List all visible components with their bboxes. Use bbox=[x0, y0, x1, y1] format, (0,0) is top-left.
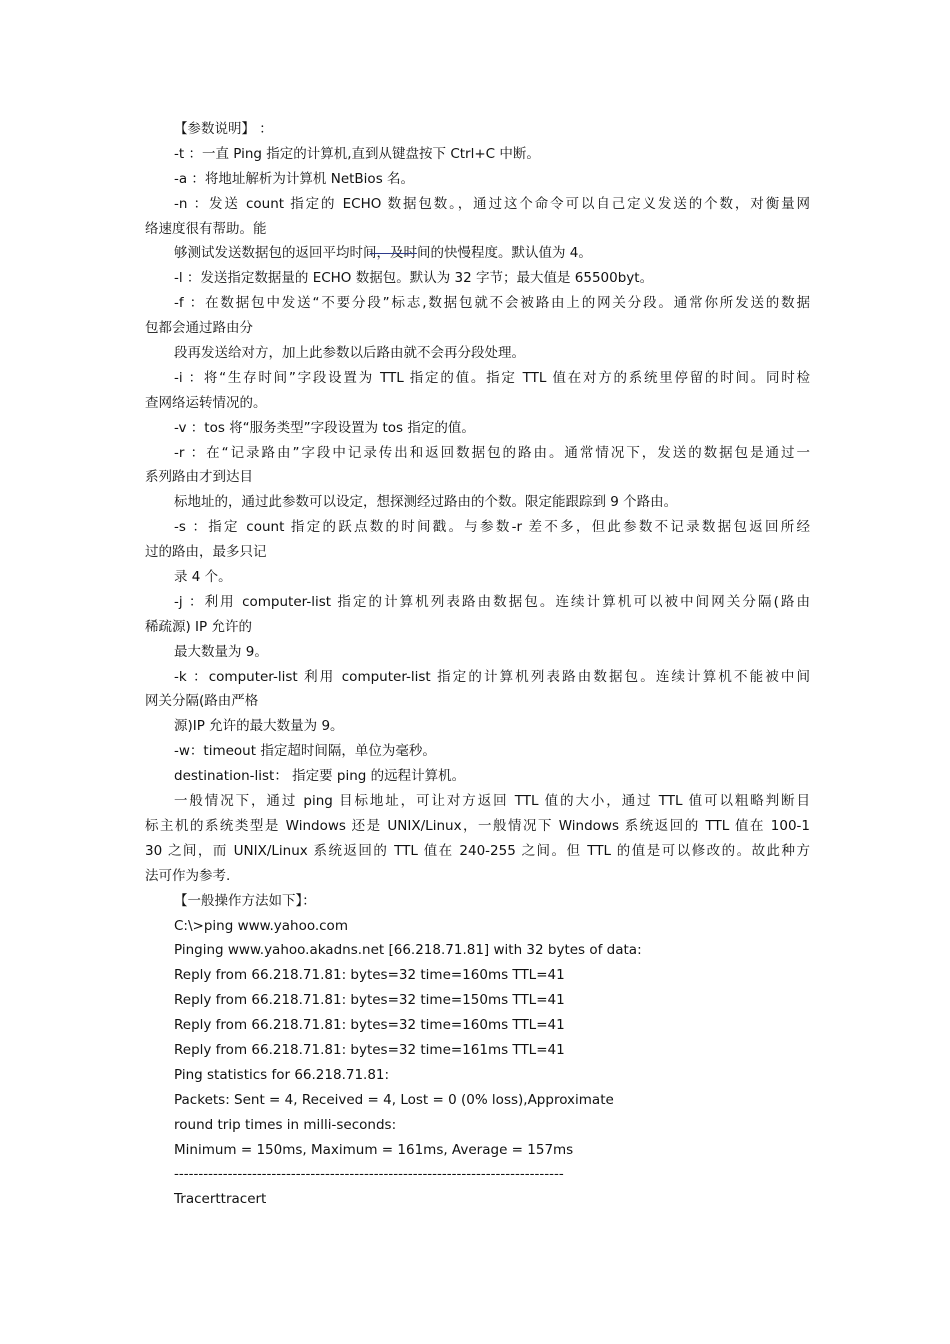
document-body bbox=[145, 117, 810, 1212]
text-line: 标地址的，通过此参数可以设定，想探测经过路由的个数。限定能跟踪到 9 个路由。 bbox=[174, 494, 678, 511]
text-line: Reply from 66.218.71.81: bytes=32 time=161ms TTL=41 bbox=[174, 1041, 565, 1058]
text-line: Reply from 66.218.71.81: bytes=32 time=160ms TTL=41 bbox=[174, 967, 565, 984]
text-line: -s ：指定 count 指定的跃点数的时间戳。与参数-r 差不多，但此参数不记录数据包返回所经 bbox=[174, 519, 810, 536]
text-line: -------------------------------------------------------------------------------- bbox=[174, 1166, 564, 1183]
text-line: 系列路由才到达目 bbox=[145, 469, 253, 486]
text-line: 录 4 个。 bbox=[174, 569, 232, 586]
text-line: -r ：在“记录路由”字段中记录传出和返回数据包的路由。通常情况下，发送的数据包是通过一 bbox=[174, 444, 810, 461]
text-line: 包都会通过路由分 bbox=[145, 320, 253, 337]
text-line: -j ：利用 computer-list 指定的计算机列表路由数据包。连续计算机可以被中间网关分隔(路由 bbox=[174, 593, 810, 610]
text-line: destination-list： 指定要 ping 的远程计算机。 bbox=[174, 768, 466, 785]
text-line: 标主机的系统类型是 Windows 还是 UNIX/Linux，一般情况下 Windows 系统返回的 TTL 值在 100-1 bbox=[145, 817, 810, 834]
text-line: 络速度很有帮助。能 bbox=[145, 220, 267, 237]
text-line: 一般情况下，通过 ping 目标地址，可让对方返回 TTL 值的大小，通过 TTL 值可以粗略判断目 bbox=[174, 793, 810, 810]
text-line: -t ：一直 Ping 指定的计算机,直到从键盘按下 Ctrl+C 中断。 bbox=[174, 145, 540, 162]
text-line: -f ：在数据包中发送“不要分段”标志,数据包就不会被路由上的网关分段。通常你所发送的数据 bbox=[174, 295, 810, 312]
text-line: 【参数说明】 ： bbox=[174, 121, 273, 137]
text-line: -a ：将地址解析为计算机 NetBios 名。 bbox=[174, 170, 415, 187]
text-line: 够测试发送数据包的返回平均时间，及时间的快慢程度。默认值为 4。 bbox=[174, 245, 592, 262]
text-line: -v ：tos 将“服务类型”字段设置为 tos 指定的值。 bbox=[174, 419, 475, 436]
text-line: 段再发送给对方，加上此参数以后路由就不会再分段处理。 bbox=[174, 345, 525, 362]
text-line: Pinging www.yahoo.akadns.net [66.218.71.81] with 32 bytes of data: bbox=[174, 942, 642, 959]
text-line: round trip times in milli-seconds: bbox=[174, 1116, 397, 1133]
text-line: 法可作为参考. bbox=[145, 867, 231, 884]
text-line: Packets: Sent = 4, Received = 4, Lost = 0 (0% loss),Approximate bbox=[174, 1091, 614, 1108]
text-line: -w：timeout 指定超时间隔，单位为毫秒。 bbox=[174, 743, 436, 760]
text-line: Tracerttracert bbox=[174, 1191, 267, 1208]
text-line: 【一般操作方法如下】： bbox=[174, 892, 316, 909]
text-line: 稀疏源) IP 允许的 bbox=[145, 618, 252, 635]
ttl-link-underline bbox=[370, 252, 417, 254]
text-line: -k ：computer-list 利用 computer-list 指定的计算机列表路由数据包。连续计算机不能被中间 bbox=[174, 668, 810, 685]
text-line: Reply from 66.218.71.81: bytes=32 time=160ms TTL=41 bbox=[174, 1017, 565, 1034]
text-line: -n ：发送 count 指定的 ECHO 数据包数。，通过这个命令可以自己定义发送的个数，对衡量网 bbox=[174, 195, 810, 212]
text-line: 30 之间，而 UNIX/Linux 系统返回的 TTL 值在 240-255 之间。但 TTL 的值是可以修改的。故此种方 bbox=[145, 842, 810, 859]
text-line: 查网络运转情况的。 bbox=[145, 394, 267, 411]
text-line: -i ：将“生存时间”字段设置为 TTL 指定的值。指定 TTL 值在对方的系统里停留的时间。同时检 bbox=[174, 369, 810, 386]
text-line: -l ：发送指定数据量的 ECHO 数据包。默认为 32 字节；最大值是 65500byt。 bbox=[174, 270, 654, 287]
text-line: 源)IP 允许的最大数量为 9。 bbox=[174, 718, 344, 735]
text-line: 最大数量为 9。 bbox=[174, 643, 268, 660]
text-line: Ping statistics for 66.218.71.81: bbox=[174, 1066, 390, 1083]
text-line: 网关分隔(路由严格 bbox=[145, 693, 259, 710]
text-line: Minimum = 150ms, Maximum = 161ms, Average = 157ms bbox=[174, 1141, 574, 1158]
text-line: 过的路由，最多只记 bbox=[145, 544, 267, 561]
text-line: C:\>ping www.yahoo.com bbox=[174, 917, 348, 934]
text-line: Reply from 66.218.71.81: bytes=32 time=150ms TTL=41 bbox=[174, 992, 565, 1009]
